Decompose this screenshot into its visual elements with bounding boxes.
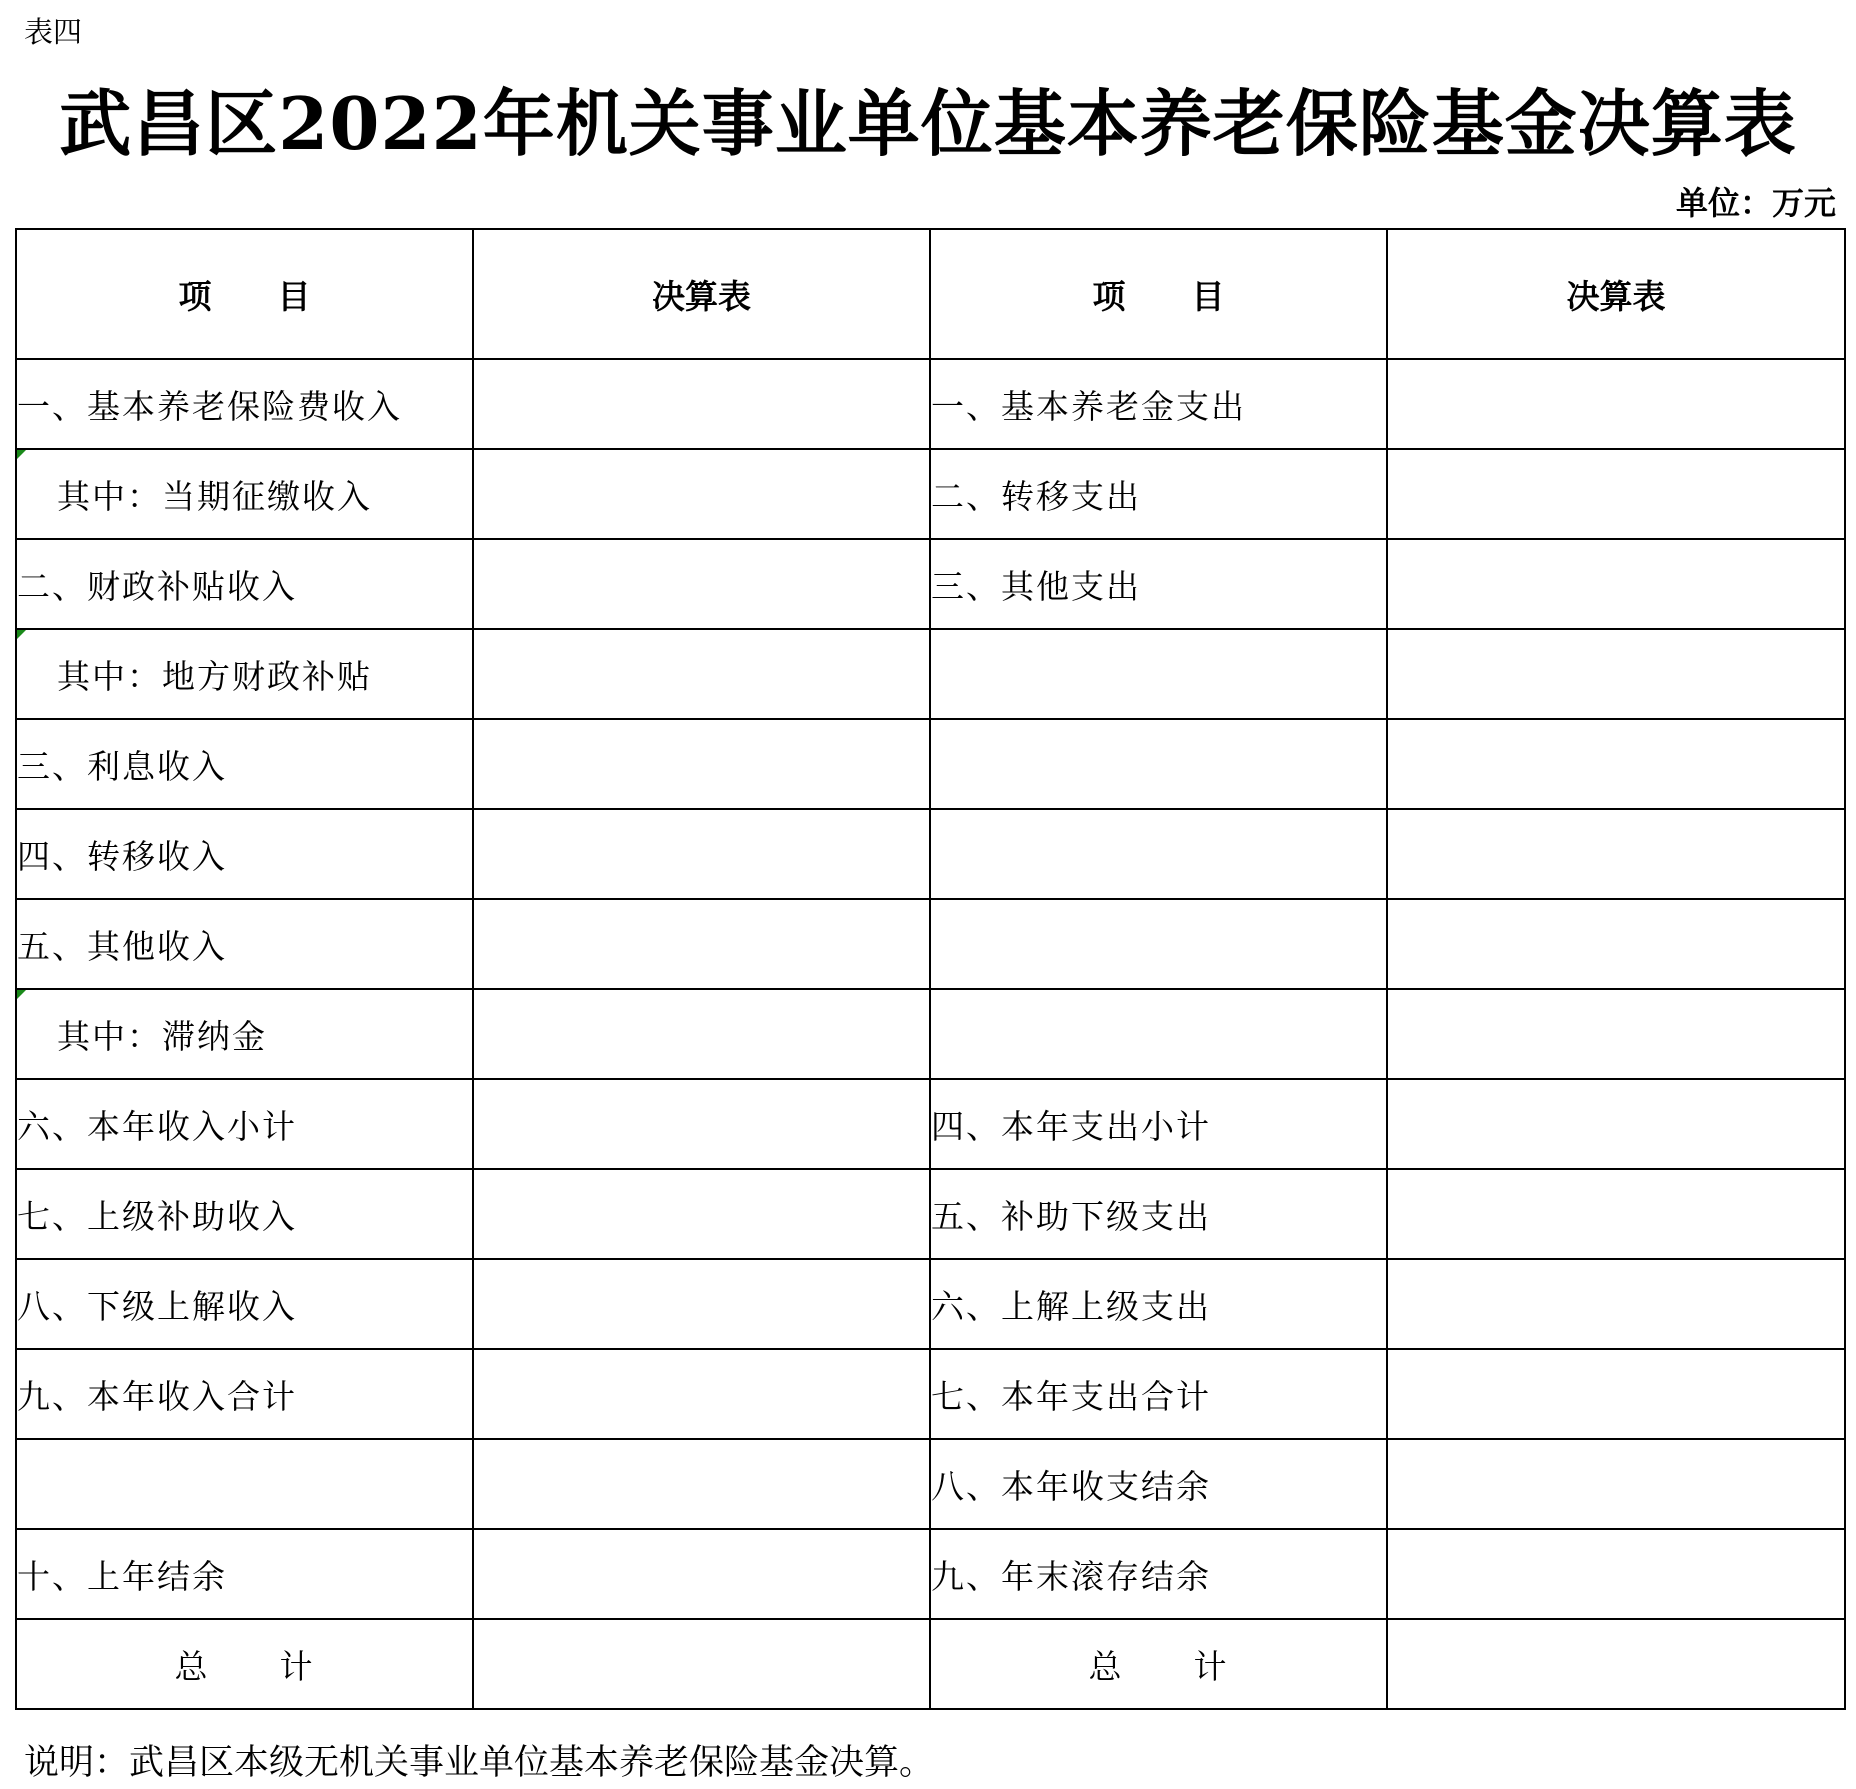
- expense-item: [930, 989, 1387, 1079]
- income-value: [473, 1079, 930, 1169]
- income-item-label: 其中：地方财政补贴: [57, 656, 372, 696]
- income-item: 九、本年收入合计: [16, 1349, 473, 1439]
- income-value: [473, 989, 930, 1079]
- expense-value: [1387, 359, 1845, 449]
- table-row: [16, 1439, 1845, 1529]
- table-row: [16, 719, 1845, 809]
- table-row: [16, 1529, 1845, 1619]
- income-value: [473, 719, 930, 809]
- expense-value: [1387, 719, 1845, 809]
- header-value-left: 决算表: [473, 229, 930, 359]
- expense-item: 四、本年支出小计: [930, 1079, 1387, 1169]
- budget-table: [15, 228, 1846, 1710]
- table-row: [16, 359, 1845, 449]
- income-value: [473, 1349, 930, 1439]
- cell-comment-marker: [17, 990, 26, 999]
- expense-value: [1387, 449, 1845, 539]
- income-item: 五、其他收入: [16, 899, 473, 989]
- income-value: [473, 449, 930, 539]
- expense-item: 七、本年支出合计: [930, 1349, 1387, 1439]
- expense-value: [1387, 1349, 1845, 1439]
- income-item: [16, 989, 473, 1079]
- income-item: 三、利息收入: [16, 719, 473, 809]
- income-item: 十、上年结余: [16, 1529, 473, 1619]
- income-item: 八、下级上解收入: [16, 1259, 473, 1349]
- expense-item: [930, 809, 1387, 899]
- footnote: 说明：武昌区本级无机关事业单位基本养老保险基金决算。: [24, 1743, 935, 1783]
- expense-value: [1387, 809, 1845, 899]
- header-item-right: 项 目: [930, 229, 1387, 359]
- income-total-label: 总 计: [16, 1619, 473, 1709]
- table-row: [16, 1349, 1845, 1439]
- expense-item: 九、年末滚存结余: [930, 1529, 1387, 1619]
- table-row: [16, 539, 1845, 629]
- income-value: [473, 629, 930, 719]
- income-value: [473, 899, 930, 989]
- unit-label: 单位：万元: [1675, 184, 1836, 222]
- table-header-row: [16, 229, 1845, 359]
- income-item: 一、基本养老保险费收入: [16, 359, 473, 449]
- income-item: [16, 449, 473, 539]
- income-item-label: 其中：当期征缴收入: [57, 476, 372, 516]
- expense-item: 一、基本养老金支出: [930, 359, 1387, 449]
- expense-value: [1387, 1079, 1845, 1169]
- expense-item: 五、补助下级支出: [930, 1169, 1387, 1259]
- income-value: [473, 539, 930, 629]
- income-total-value: [473, 1619, 930, 1709]
- page-title: 武昌区2022年机关事业单位基本养老保险基金决算表: [59, 81, 1797, 166]
- expense-item: [930, 899, 1387, 989]
- table-row: [16, 1259, 1845, 1349]
- header-value-right: 决算表: [1387, 229, 1845, 359]
- expense-item: [930, 719, 1387, 809]
- expense-item: 三、其他支出: [930, 539, 1387, 629]
- income-item: [16, 1439, 473, 1529]
- expense-value: [1387, 629, 1845, 719]
- expense-value: [1387, 989, 1845, 1079]
- expense-value: [1387, 1529, 1845, 1619]
- income-item: 六、本年收入小计: [16, 1079, 473, 1169]
- expense-item: [930, 629, 1387, 719]
- income-item: 二、财政补贴收入: [16, 539, 473, 629]
- table-label: 表四: [24, 15, 83, 49]
- table-row: [16, 1079, 1845, 1169]
- table-row: [16, 1169, 1845, 1259]
- income-value: [473, 1529, 930, 1619]
- income-value: [473, 1259, 930, 1349]
- table-row: [16, 809, 1845, 899]
- income-item-label: 其中：滞纳金: [57, 1016, 267, 1056]
- income-value: [473, 1169, 930, 1259]
- income-value: [473, 1439, 930, 1529]
- income-item: 七、上级补助收入: [16, 1169, 473, 1259]
- table-total-row: [16, 1619, 1845, 1709]
- income-value: [473, 359, 930, 449]
- income-value: [473, 809, 930, 899]
- expense-total-label: 总 计: [930, 1619, 1387, 1709]
- expense-item: 二、转移支出: [930, 449, 1387, 539]
- expense-value: [1387, 899, 1845, 989]
- income-item: 四、转移收入: [16, 809, 473, 899]
- expense-value: [1387, 1169, 1845, 1259]
- expense-value: [1387, 539, 1845, 629]
- cell-comment-marker: [17, 450, 26, 459]
- expense-total-value: [1387, 1619, 1845, 1709]
- expense-value: [1387, 1439, 1845, 1529]
- table-row: [16, 899, 1845, 989]
- table-row: [16, 449, 1845, 539]
- table-row: [16, 989, 1845, 1079]
- expense-item: 六、上解上级支出: [930, 1259, 1387, 1349]
- cell-comment-marker: [17, 630, 26, 639]
- expense-value: [1387, 1259, 1845, 1349]
- expense-item: 八、本年收支结余: [930, 1439, 1387, 1529]
- income-item: [16, 629, 473, 719]
- table-row: [16, 629, 1845, 719]
- header-item-left: 项 目: [16, 229, 473, 359]
